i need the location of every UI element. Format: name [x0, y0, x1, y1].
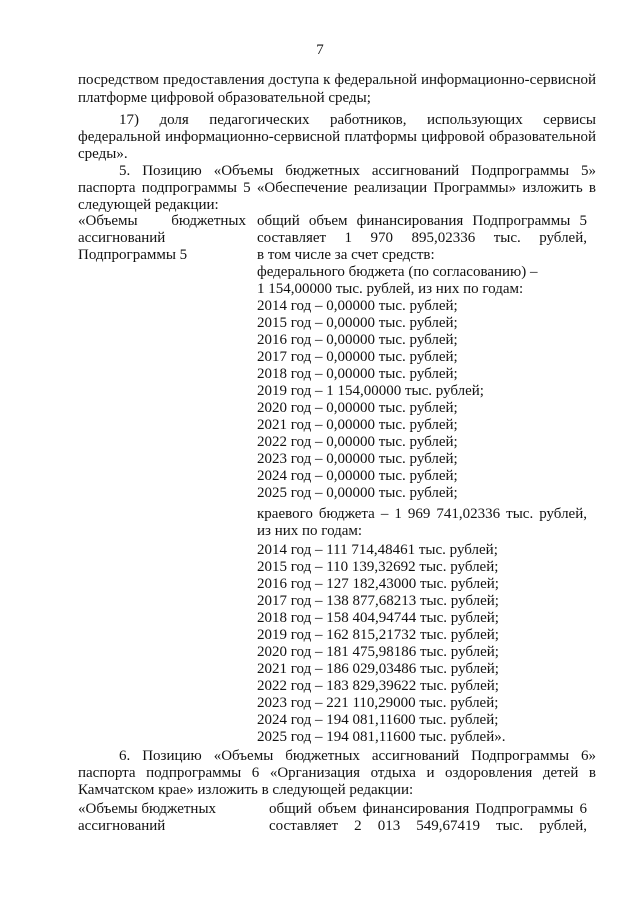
section5-total-line-2: составляет 1 970 895,02336 тыс. рублей, — [257, 230, 587, 246]
federal-year-row: 2014 год – 0,00000 тыс. рублей; — [257, 298, 458, 314]
intro-line-2: платформе цифровой образовательной среды; — [78, 90, 371, 106]
section5-line-3: следующей редакции: — [78, 197, 219, 213]
section5-total-line-1: общий объем финансирования Подпрограммы 5 — [257, 213, 587, 229]
federal-year-row: 2016 год – 0,00000 тыс. рублей; — [257, 332, 458, 348]
section6-total-line-1: общий объем финансирования Подпрограммы 6 — [269, 801, 587, 817]
page-number: 7 — [316, 42, 324, 58]
section5-total-line-3: в том числе за счет средств: — [257, 247, 435, 263]
section6-line-3: Камчатском крае» изложить в следующей редакции: — [78, 782, 414, 798]
federal-year-row: 2017 год – 0,00000 тыс. рублей; — [257, 349, 458, 365]
regional-year-row: 2020 год – 181 475,98186 тыс. рублей; — [257, 644, 499, 660]
section5-label-2: ассигнований — [78, 230, 166, 246]
regional-year-row: 2023 год – 221 110,29000 тыс. рублей; — [257, 695, 499, 711]
federal-year-row: 2020 год – 0,00000 тыс. рублей; — [257, 400, 458, 416]
federal-year-row: 2023 год – 0,00000 тыс. рублей; — [257, 451, 458, 467]
regional-year-row: 2016 год – 127 182,43000 тыс. рублей; — [257, 576, 499, 592]
item17-line-1: 17) доля педагогических работников, использующих сервисы — [119, 112, 596, 128]
section5-line-2: паспорта подпрограммы 5 «Обеспечение реализации Программы» изложить в — [78, 180, 596, 196]
section5-federal-line-2: 1 154,00000 тыс. рублей, из них по годам: — [257, 281, 524, 297]
section5-label-1: «Объемы бюджетных — [78, 213, 246, 229]
regional-year-row: 2019 год – 162 815,21732 тыс. рублей; — [257, 627, 499, 643]
regional-year-row: 2014 год – 111 714,48461 тыс. рублей; — [257, 542, 498, 558]
federal-year-row: 2018 год – 0,00000 тыс. рублей; — [257, 366, 458, 382]
item17-line-2: федеральной информационно-сервисной платформы цифровой образовательной — [78, 129, 596, 145]
regional-year-row: 2015 год – 110 139,32692 тыс. рублей; — [257, 559, 499, 575]
federal-year-row: 2024 год – 0,00000 тыс. рублей; — [257, 468, 458, 484]
section5-regional-line-2: из них по годам: — [257, 523, 363, 539]
section6-label-1: «Объемы бюджетных — [78, 801, 217, 817]
regional-year-row: 2018 год – 158 404,94744 тыс. рублей; — [257, 610, 499, 626]
federal-year-row: 2021 год – 0,00000 тыс. рублей; — [257, 417, 458, 433]
section6-label-2: ассигнований — [78, 818, 166, 834]
section5-regional-line-1: краевого бюджета – 1 969 741,02336 тыс. рублей, — [257, 506, 587, 522]
federal-year-row: 2022 год – 0,00000 тыс. рублей; — [257, 434, 458, 450]
item17-line-3: среды». — [78, 146, 128, 162]
section5-label-3: Подпрограммы 5 — [78, 247, 188, 263]
regional-year-row: 2021 год – 186 029,03486 тыс. рублей; — [257, 661, 499, 677]
section6-line-2: паспорта подпрограммы 6 «Организация отдыха и оздоровления детей в — [78, 765, 596, 781]
section5-line-1: 5. Позицию «Объемы бюджетных ассигнований Подпрограммы 5» — [119, 163, 596, 179]
federal-year-row: 2019 год – 1 154,00000 тыс. рублей; — [257, 383, 484, 399]
intro-line-1: посредством предоставления доступа к федеральной информационно-сервисной — [78, 72, 596, 88]
section5-federal-line-1: федерального бюджета (по согласованию) – — [257, 264, 538, 280]
section6-line-1: 6. Позицию «Объемы бюджетных ассигнований Подпрограммы 6» — [119, 748, 596, 764]
federal-year-row: 2025 год – 0,00000 тыс. рублей; — [257, 485, 458, 501]
regional-year-row: 2017 год – 138 877,68213 тыс. рублей; — [257, 593, 499, 609]
regional-year-row: 2024 год – 194 081,11600 тыс. рублей; — [257, 712, 499, 728]
regional-year-row: 2025 год – 194 081,11600 тыс. рублей». — [257, 729, 506, 745]
section6-total-line-2: составляет 2 013 549,67419 тыс. рублей, — [269, 818, 587, 834]
federal-year-row: 2015 год – 0,00000 тыс. рублей; — [257, 315, 458, 331]
regional-year-row: 2022 год – 183 829,39622 тыс. рублей; — [257, 678, 499, 694]
